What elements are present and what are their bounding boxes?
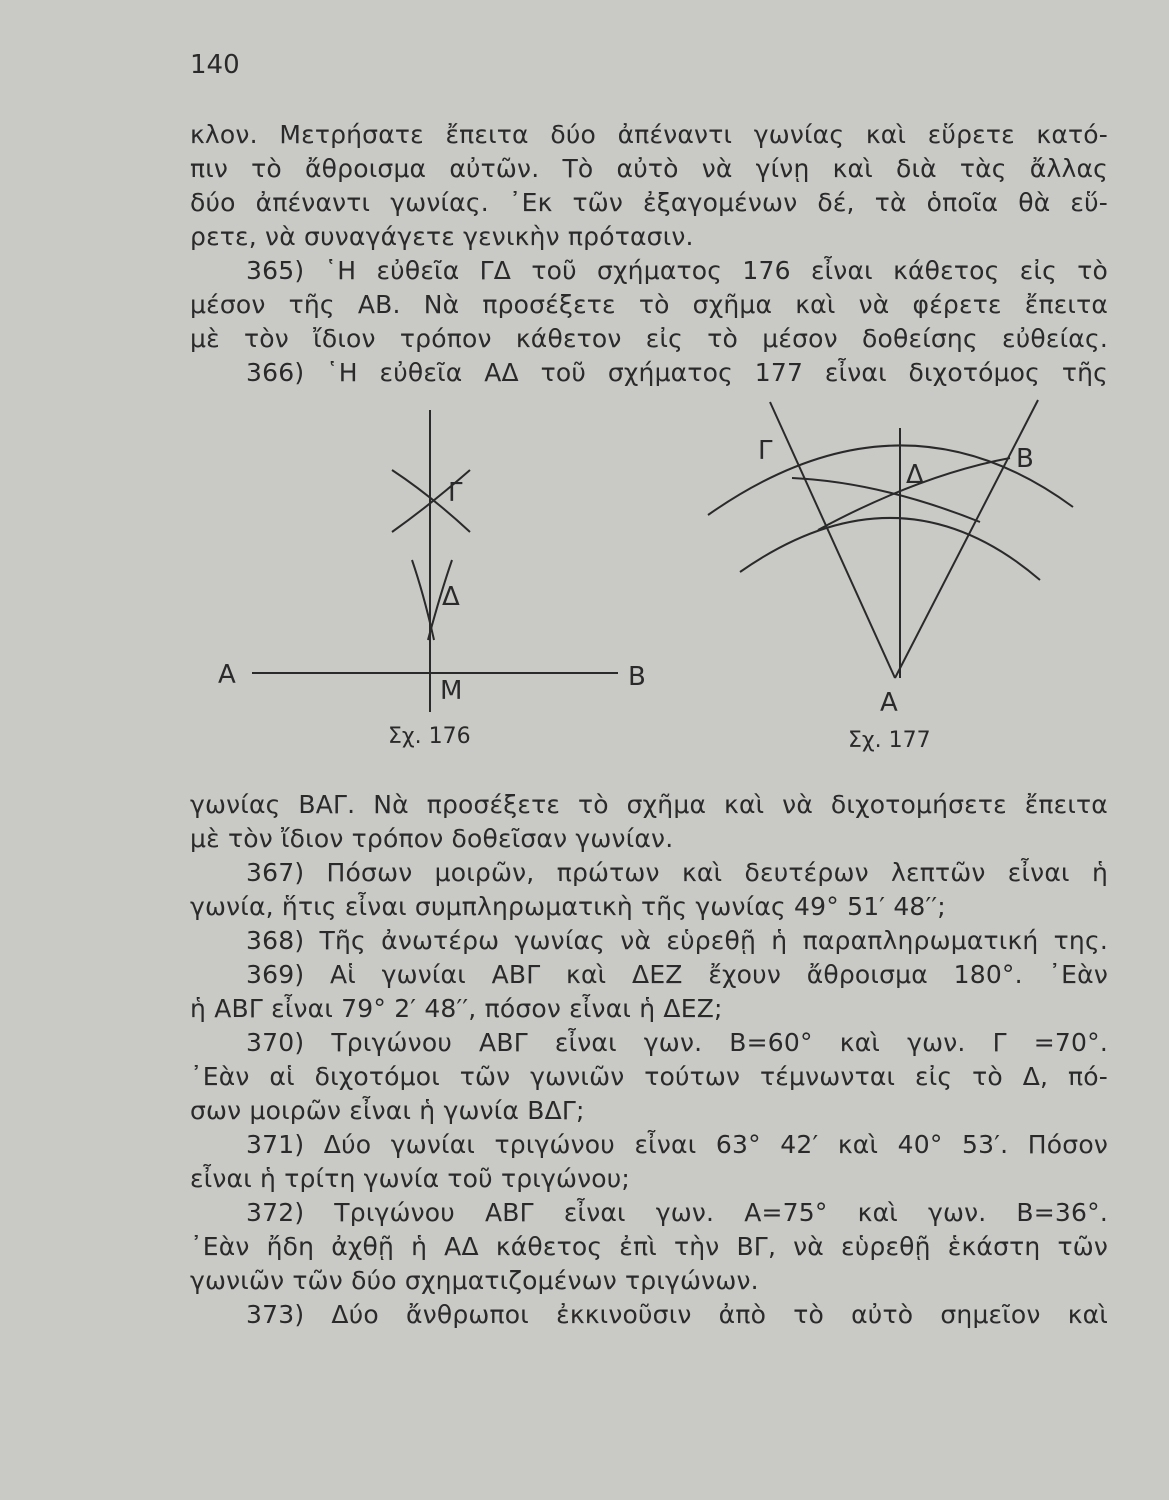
- exercise-367-line: 367) Πόσων μοιρῶν, πρώτων καὶ δευτέρων λεπτῶν εἶναι ἡ: [246, 858, 1108, 887]
- fig177-label-d: Δ: [906, 460, 924, 490]
- exercise-368-line: 368) Τῆς ἀνωτέρω γωνίας νὰ εὑρεθῇ ἡ παραπληρωματική της.: [246, 926, 1108, 955]
- fig176-label-a: Α: [218, 660, 236, 690]
- fig177-label-a: Α: [880, 688, 898, 718]
- text-line: γωνίας ΒΑΓ. Νὰ προσέξετε τὸ σχῆμα καὶ νὰ διχοτομήσετε ἔπειτα: [190, 790, 1108, 819]
- text-line: μὲ τὸν ἴδιον τρόπον κάθετον εἰς τὸ μέσον δοθείσης εὐθείας.: [190, 324, 1108, 353]
- fig177-label-g: Γ: [758, 436, 773, 466]
- text-line: δύο ἀπέναντι γωνίας. ᾿Εκ τῶν ἐξαγομένων δέ, τὰ ὁποῖα θὰ εὕ-: [190, 188, 1108, 217]
- exercise-366-line: 366) ῾Η εὐθεῖα ΑΔ τοῦ σχήματος 177 εἶναι διχοτόμος τῆς: [246, 358, 1108, 387]
- exercise-371-line: 371) Δύο γωνίαι τριγώνου εἶναι 63° 42′ καὶ 40° 53′. Πόσον: [246, 1130, 1108, 1159]
- figure-176-drawing: [252, 410, 618, 712]
- text-line: ρετε, νὰ συναγάγετε γενικὴν πρότασιν.: [190, 222, 694, 251]
- page-number: 140: [190, 50, 240, 80]
- text-line: ᾿Εὰν αἱ διχοτόμοι τῶν γωνιῶν τούτων τέμνωνται εἰς τὸ Δ, πό-: [190, 1062, 1108, 1091]
- text-line: γωνία, ἥτις εἶναι συμπληρωματικὴ τῆς γωνίας 49° 51′ 48′′;: [190, 892, 946, 921]
- text-line: ἡ ΑΒΓ εἶναι 79° 2′ 48′′, πόσον εἶναι ἡ ΔΕΖ;: [190, 994, 723, 1023]
- ray-ab: [895, 400, 1038, 678]
- exercise-373-line: 373) Δύο ἄνθρωποι ἐκκινοῦσιν ἀπὸ τὸ αὐτὸ σημεῖον καὶ: [246, 1300, 1108, 1329]
- text-line: εἶναι ἡ τρίτη γωνία τοῦ τριγώνου;: [190, 1164, 631, 1193]
- fig176-label-g: Γ: [448, 478, 463, 508]
- text-line: μὲ τὸν ἴδιον τρόπον δοθεῖσαν γωνίαν.: [190, 824, 674, 853]
- fig177-caption: Σχ. 177: [848, 728, 931, 753]
- fig176-label-m: Μ: [440, 676, 463, 706]
- exercise-370-line: 370) Τριγώνου ΑΒΓ εἶναι γων. Β=60° καὶ γων. Γ =70°.: [246, 1028, 1108, 1057]
- text-line: μέσον τῆς ΑΒ. Νὰ προσέξετε τὸ σχῆμα καὶ νὰ φέρετε ἔπειτα: [190, 290, 1108, 319]
- text-line: πιν τὸ ἄθροισμα αὐτῶν. Τὸ αὐτὸ νὰ γίνῃ καὶ διὰ τὰς ἄλλας: [190, 154, 1108, 183]
- small-arc: [792, 478, 980, 522]
- inner-arc: [740, 518, 1040, 580]
- ray-ag: [770, 402, 895, 678]
- fig176-caption: Σχ. 176: [388, 724, 471, 749]
- fig176-label-d: Δ: [442, 582, 460, 612]
- text-line: σων μοιρῶν εἶναι ἡ γωνία ΒΔΓ;: [190, 1096, 585, 1125]
- fig177-label-b: Β: [1016, 444, 1034, 474]
- text-line: κλον. Μετρήσατε ἔπειτα δύο ἀπέναντι γωνίας καὶ εὕρετε κατό-: [190, 120, 1108, 149]
- exercise-369-line: 369) Αἱ γωνίαι ΑΒΓ καὶ ΔΕΖ ἔχουν ἄθροισμα 180°. ᾿Εὰν: [246, 960, 1108, 989]
- fig176-label-b: Β: [628, 662, 646, 692]
- exercise-372-line: 372) Τριγώνου ΑΒΓ εἶναι γων. Α=75° καὶ γων. Β=36°.: [246, 1198, 1108, 1227]
- text-line: ᾿Εὰν ἤδη ἀχθῇ ἡ ΑΔ κάθετος ἐπὶ τὴν ΒΓ, νὰ εὑρεθῇ ἑκάστη τῶν: [190, 1232, 1108, 1261]
- text-line: γωνιῶν τῶν δύο σχηματιζομένων τριγώνων.: [190, 1266, 759, 1295]
- exercise-365-line: 365) ῾Η εὐθεῖα ΓΔ τοῦ σχήματος 176 εἶναι κάθετος εἰς τὸ: [246, 256, 1108, 285]
